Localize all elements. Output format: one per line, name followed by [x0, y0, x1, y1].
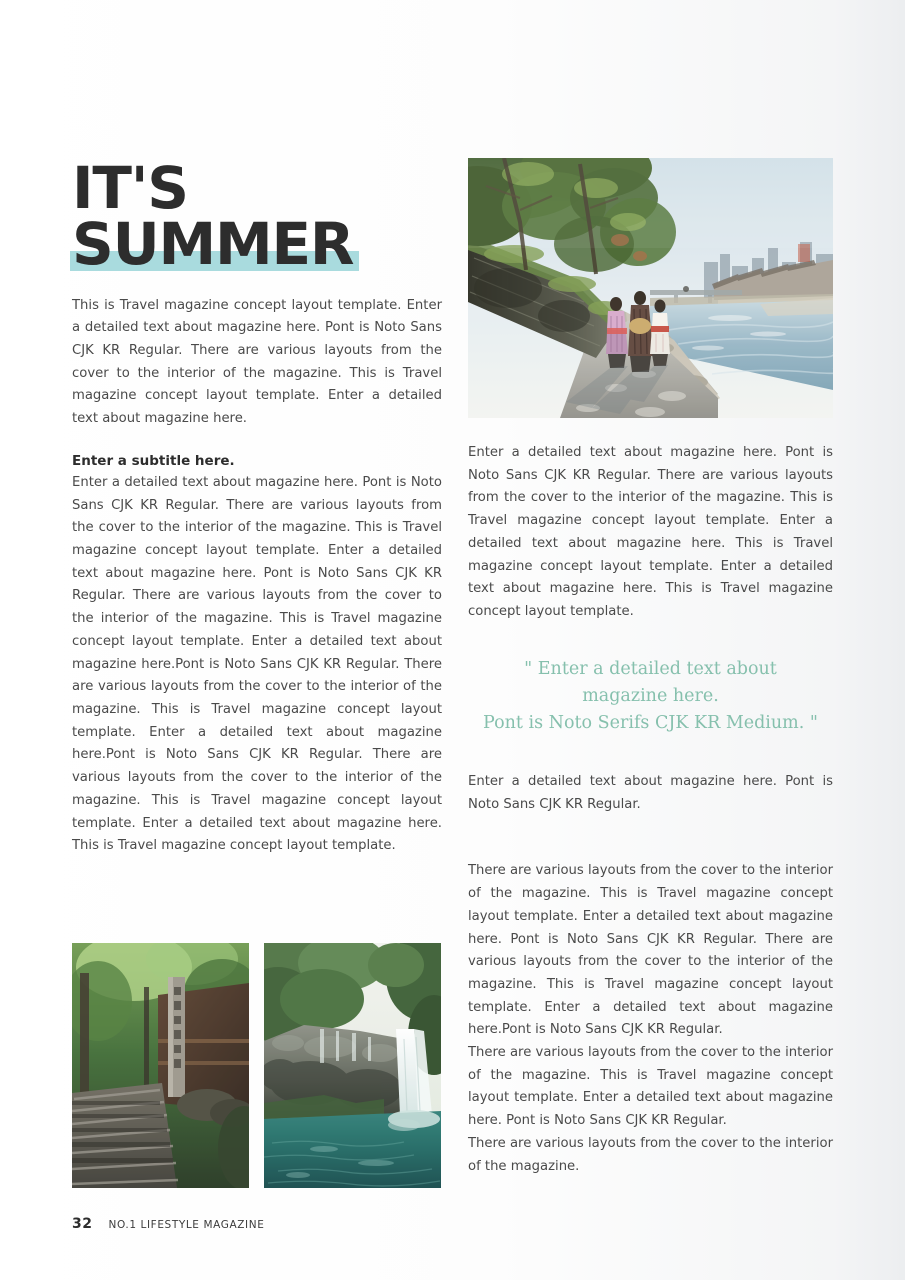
lead-paragraph: This is Travel magazine concept layout template. Enter a detailed text about magazine here. Pont is Noto Sans CJK KR Regular. There are various layouts from the cover to the interior of the magazine. This is Travel magazine concept layout template. Enter a detailed text about magazine here. [72, 297, 442, 427]
headline-line-2-text: SUMMER [72, 210, 354, 279]
magazine-name: NO.1 LIFESTYLE MAGAZINE [108, 1219, 265, 1231]
right-paragraph-3: There are various layouts from the cover to the interior of the magazine. This is Travel magazine concept layout template. Enter a detailed text about magazine here. Pont is Noto Sans CJK KR Regular. There are various layouts from the cover to the interior of the magazine. This is Travel magazine concept layout template. Enter a detailed text about magazine here.Pont is Noto Sans CJK KR Regular. [468, 863, 833, 1038]
page-title [72, 154, 442, 279]
quote-line-1: " Enter a detailed text about [524, 658, 777, 679]
headline-line-2 [72, 210, 354, 279]
headline-line-1: IT'S [72, 154, 188, 222]
right-column [468, 158, 833, 1178]
right-paragraph-4: There are various layouts from the cover to the interior of the magazine. This is Travel magazine concept layout template. Enter a detailed text about magazine here. Pont is Noto Sans CJK KR Regular. [468, 1045, 833, 1129]
waterfall-photo [264, 943, 441, 1188]
page-number: 32 [72, 1216, 93, 1232]
left-column [72, 154, 442, 858]
left-body-paragraph: Enter a detailed text about magazine here. Pont is Noto Sans CJK KR Regular. There are various layouts from the cover to the interior of the magazine. This is Travel magazine concept layout template. Enter a detailed text about magazine here. Pont is Noto Sans CJK KR Regular. There are various layouts from the cover to the interior of the magazine. This is Travel magazine concept layout template. Enter a detailed text about magazine here.Pont is Noto Sans CJK KR Regular. There are various layouts from the cover to the interior of the magazine. This is Travel magazine concept layout template. Enter a detailed text about magazine here.Pont is Noto Sans CJK KR Regular. There are various layouts from the cover to the interior of the magazine. This is Travel magazine concept layout template. Enter a detailed text about magazine here. This is Travel magazine concept layout template. [72, 474, 442, 854]
pull-quote [468, 656, 833, 737]
right-paragraph-2: Enter a detailed text about magazine here. Pont is Noto Sans CJK KR Regular. [468, 774, 833, 812]
riverside-walkway-photo [468, 158, 833, 418]
stone-steps-photo [72, 943, 249, 1188]
page-footer [72, 1216, 264, 1232]
thumbnail-image-pair [72, 943, 442, 1188]
quote-line-2: magazine here. [582, 685, 719, 706]
right-paragraph-1: Enter a detailed text about magazine here. Pont is Noto Sans CJK KR Regular. There are various layouts from the cover to the interior of the magazine. This is Travel magazine concept layout template. Enter a detailed text about magazine here. This is Travel magazine concept layout template. Enter a detailed text about magazine here. This is Travel magazine concept layout template. [468, 445, 833, 619]
subtitle: Enter a subtitle here. [72, 452, 235, 469]
quote-line-3: Pont is Noto Serifs CJK KR Medium. " [483, 712, 818, 733]
right-paragraph-5: There are various layouts from the cover to the interior of the magazine. [468, 1135, 833, 1174]
